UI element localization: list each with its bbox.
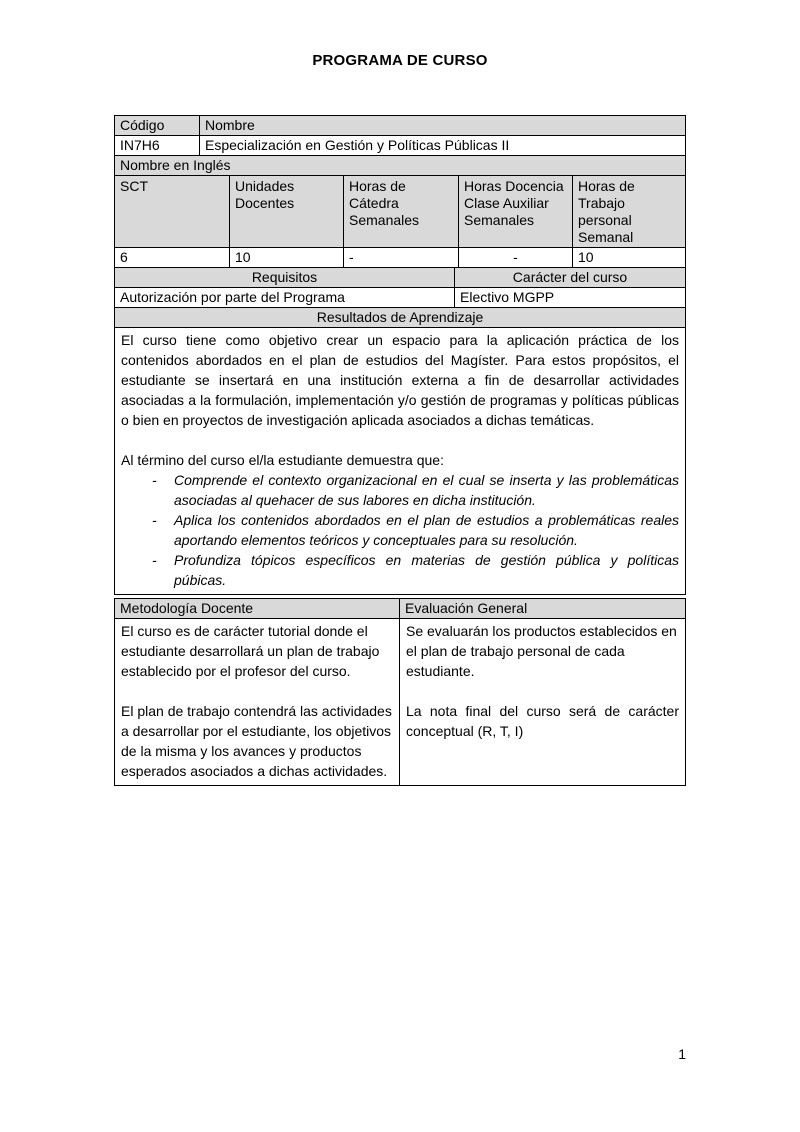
resultados-header-row [115, 308, 686, 328]
nombre-ingles-row [115, 156, 686, 176]
method-eval-content-row [115, 619, 686, 786]
list-item [121, 550, 679, 590]
method-eval-header-row [115, 599, 686, 619]
credit-header-sct: SCT [115, 176, 230, 248]
credit-header-row [115, 176, 686, 248]
caracter-value-cell: Electivo MGPP [455, 288, 686, 308]
bullet-text: Comprende el contexto organizacional en el cual se inserta y las problemáticas asociadas al quehacer de sus labores en dicha institución. [174, 472, 679, 508]
bullet-text: Profundiza tópicos específicos en materias de gestión pública y políticas púbicas. [174, 552, 679, 588]
nombre-header-cell: Nombre [200, 116, 686, 136]
blank-line [406, 681, 679, 701]
course-info-table [114, 115, 686, 595]
metodologia-paragraph: El curso es de carácter tutorial donde el estudiante desarrollará un plan de trabajo establecido por el profesor del curso. [121, 623, 380, 679]
method-eval-table [114, 598, 686, 786]
resultados-subintro-paragraph: Al término del curso el/la estudiante demuestra que: [121, 452, 444, 468]
requisitos-header-cell: Requisitos [115, 268, 455, 288]
resultados-bullet-list [121, 470, 679, 590]
document-body [114, 115, 686, 786]
blank-line [121, 681, 393, 701]
requisitos-caracter-value-row [115, 288, 686, 308]
bullet-dash-icon [152, 550, 157, 570]
bullet-text: Aplica los contenidos abordados en el plan de estudios a problemáticas reales aportando elementos teóricos y conceptuales para su resolución. [174, 512, 679, 548]
bullet-dash-icon [152, 470, 157, 490]
codigo-header-cell: Código [115, 116, 200, 136]
requisitos-caracter-header-row [115, 268, 686, 288]
credit-header-unidades: Unidades Docentes [230, 176, 344, 248]
evaluacion-content-cell [400, 619, 686, 786]
metodologia-header-cell: Metodología Docente [115, 599, 400, 619]
evaluacion-paragraph: Se evaluarán los productos establecidos en el plan de trabajo personal de cada estudiante. [406, 623, 677, 679]
page-number: 1 [678, 1046, 686, 1062]
codigo-nombre-header-row [115, 116, 686, 136]
caracter-header-cell: Carácter del curso [455, 268, 686, 288]
credit-header-auxiliar: Horas Docencia Clase Auxiliar Semanales [459, 176, 573, 248]
credit-value-auxiliar: - [459, 248, 573, 268]
document-title: PROGRAMA DE CURSO [312, 52, 488, 69]
blank-line [121, 430, 679, 450]
nombre-value-cell: Especialización en Gestión y Políticas Públicas II [200, 136, 686, 156]
metodologia-content-cell [115, 619, 400, 786]
resultados-content-cell [115, 328, 686, 595]
bullet-dash-icon [152, 510, 157, 530]
credit-header-catedra: Horas de Cátedra Semanales [344, 176, 459, 248]
evaluacion-paragraph: La nota final del curso será de carácter conceptual (R, T, I) [406, 703, 679, 739]
requisitos-value-cell: Autorización por parte del Programa [115, 288, 455, 308]
credit-value-sct: 6 [115, 248, 230, 268]
credit-value-unidades: 10 [230, 248, 344, 268]
resultados-intro-paragraph: El curso tiene como objetivo crear un espacio para la aplicación práctica de los contenidos abordados en el plan de estudios del Magíster. Para estos propósitos, el estudiante se insertará en una institución externa a fin de desarrollar actividades asociadas a la formulación, implementación y/o gestión de programas y políticas públicas o bien en proyectos de investigación aplicada asociados a dichas temáticas. [121, 332, 679, 428]
list-item [121, 510, 679, 550]
nombre-ingles-header-cell: Nombre en Inglés [115, 156, 686, 176]
resultados-content-row [115, 328, 686, 595]
resultados-header-cell: Resultados de Aprendizaje [115, 308, 686, 328]
evaluacion-header-cell: Evaluación General [400, 599, 686, 619]
metodologia-paragraph: El plan de trabajo contendrá las actividades a desarrollar por el estudiante, los objetivos de la misma y los avances y productos esperados asociados a dichas actividades. [121, 703, 392, 779]
codigo-nombre-value-row [115, 136, 686, 156]
credit-header-trabajo: Horas de Trabajo personal Semanal [573, 176, 686, 248]
list-item [121, 470, 679, 510]
credit-value-trabajo: 10 [573, 248, 686, 268]
credit-value-catedra: - [344, 248, 459, 268]
credit-value-row [115, 248, 686, 268]
codigo-value-cell: IN7H6 [115, 136, 200, 156]
